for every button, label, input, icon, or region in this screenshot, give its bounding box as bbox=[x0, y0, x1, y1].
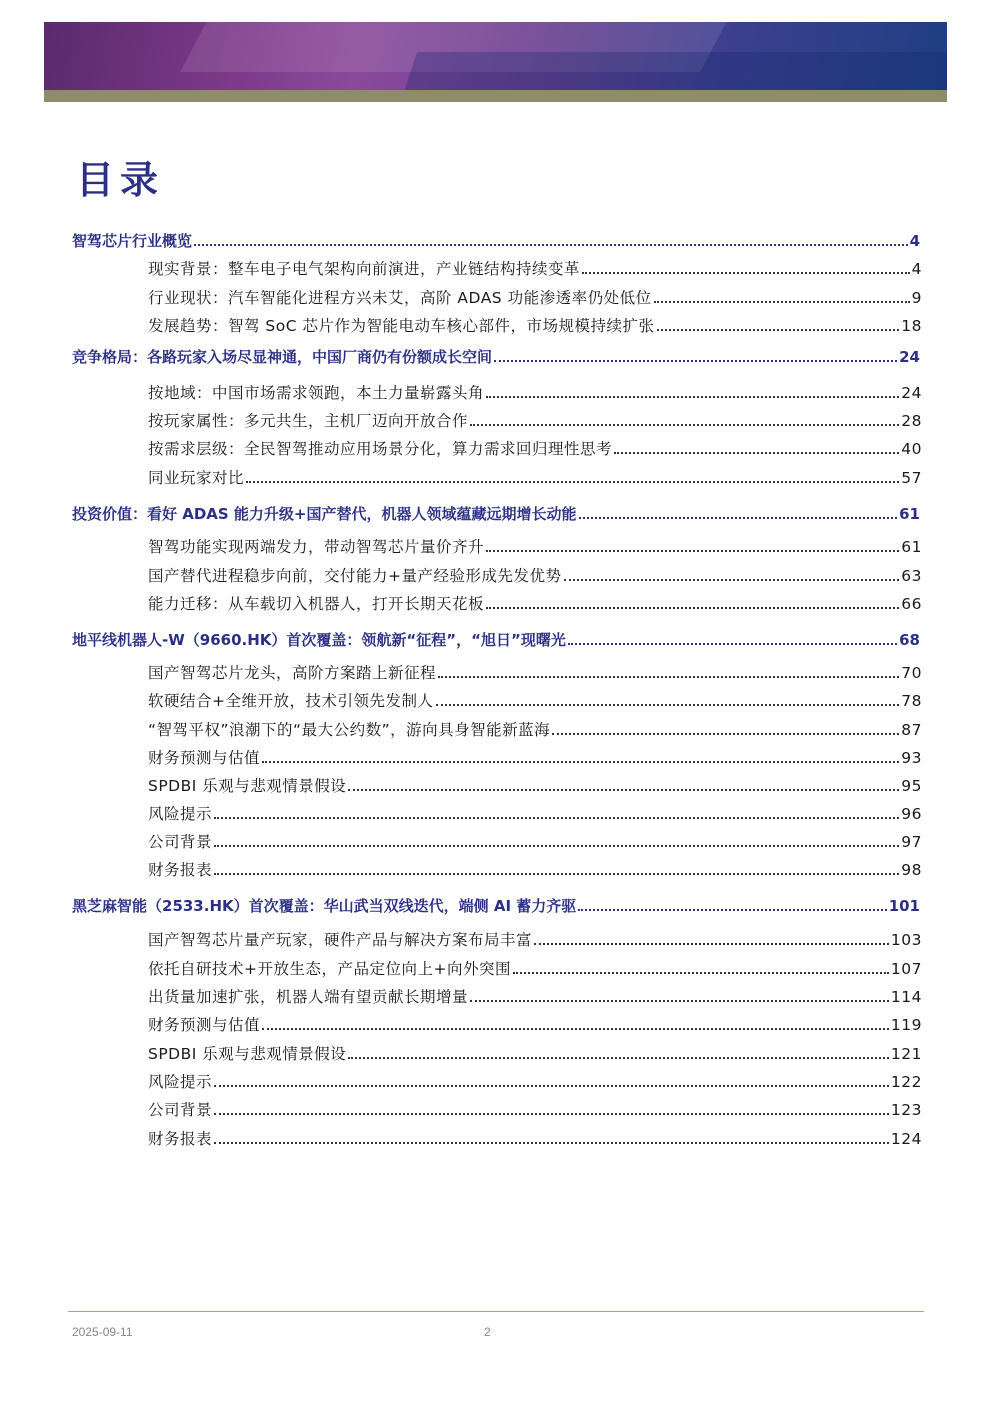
toc-entry-label: SPDBI 乐观与悲观情景假设 bbox=[148, 1045, 347, 1063]
footer-page-number: 2 bbox=[484, 1325, 491, 1339]
toc-leader-dots bbox=[436, 704, 900, 706]
toc-entry-page: 28 bbox=[901, 412, 922, 430]
toc-entry-label: 财务预测与估值 bbox=[148, 1016, 261, 1034]
toc-entry-page: 40 bbox=[901, 440, 922, 458]
toc-leader-dots bbox=[486, 550, 899, 552]
toc-entry-label: 风险提示 bbox=[148, 1073, 213, 1091]
toc-entry-page: 61 bbox=[899, 505, 920, 523]
toc-entry-label: 财务预测与估值 bbox=[148, 749, 261, 767]
toc-leader-dots bbox=[348, 1057, 889, 1059]
toc-entry-page: 87 bbox=[901, 721, 922, 739]
toc-entry-page: 68 bbox=[899, 631, 920, 649]
toc-subsection-entry[interactable] bbox=[148, 286, 922, 308]
toc-entry-page: 122 bbox=[890, 1073, 922, 1091]
toc-entry-label: 智驾芯片行业概览 bbox=[72, 232, 193, 250]
toc-subsection-entry[interactable] bbox=[148, 437, 922, 459]
toc-subsection-entry[interactable] bbox=[148, 928, 922, 950]
toc-leader-dots bbox=[582, 272, 910, 274]
toc-subsection-entry[interactable] bbox=[148, 1042, 922, 1064]
toc-entry-page: 63 bbox=[901, 567, 922, 585]
banner-shadow bbox=[391, 52, 947, 90]
toc-entry-label: 按需求层级：全民智驾推动应用场景分化，算力需求回归理性思考 bbox=[148, 440, 613, 458]
toc-entry-label: 财务报表 bbox=[148, 1130, 213, 1148]
toc-leader-dots bbox=[214, 817, 899, 819]
footer-divider bbox=[68, 1311, 924, 1312]
toc-leader-dots bbox=[534, 943, 889, 945]
toc-subsection-entry[interactable] bbox=[148, 564, 922, 586]
toc-leader-dots bbox=[214, 1113, 889, 1115]
toc-subsection-entry[interactable] bbox=[148, 774, 922, 796]
header-banner bbox=[44, 22, 947, 90]
toc-entry-page: 97 bbox=[901, 833, 922, 851]
toc-subsection-entry[interactable] bbox=[148, 314, 922, 336]
toc-entry-label: 财务报表 bbox=[148, 861, 213, 879]
header-banner-bar bbox=[44, 90, 947, 102]
toc-entry-page: 124 bbox=[890, 1130, 922, 1148]
toc-entry-label: 现实背景：整车电子电气架构向前演进，产业链结构持续变革 bbox=[148, 260, 581, 278]
toc-entry-label: 同业玩家对比 bbox=[148, 469, 245, 487]
toc-entry-label: 地平线机器人-W（9660.HK）首次覆盖：领航新“征程”，“旭日”现曙光 bbox=[72, 631, 566, 649]
toc-entry-page: 4 bbox=[911, 260, 922, 278]
toc-entry-page: 101 bbox=[888, 897, 920, 915]
toc-leader-dots bbox=[552, 733, 899, 735]
toc-subsection-entry[interactable] bbox=[148, 381, 922, 403]
toc-entry-page: 103 bbox=[890, 931, 922, 949]
toc-section-entry[interactable] bbox=[72, 229, 920, 251]
toc-subsection-entry[interactable] bbox=[148, 830, 922, 852]
toc-subsection-entry[interactable] bbox=[148, 746, 922, 768]
toc-section-entry[interactable] bbox=[72, 502, 920, 524]
toc-entry-page: 96 bbox=[901, 805, 922, 823]
toc-section-entry[interactable] bbox=[72, 345, 920, 367]
toc-subsection-entry[interactable] bbox=[148, 592, 922, 614]
toc-entry-page: 114 bbox=[890, 988, 922, 1006]
toc-leader-dots bbox=[214, 845, 899, 847]
toc-leader-dots bbox=[614, 452, 899, 454]
toc-leader-dots bbox=[262, 761, 899, 763]
toc-subsection-entry[interactable] bbox=[148, 1070, 922, 1092]
toc-leader-dots bbox=[348, 789, 899, 791]
toc-entry-label: SPDBI 乐观与悲观情景假设 bbox=[148, 777, 347, 795]
toc-entry-page: 107 bbox=[890, 960, 922, 978]
toc-leader-dots bbox=[657, 329, 900, 331]
toc-leader-dots bbox=[578, 909, 886, 911]
toc-entry-label: 竞争格局：各路玩家入场尽显神通，中国厂商仍有份额成长空间 bbox=[72, 348, 493, 366]
toc-leader-dots bbox=[486, 396, 899, 398]
toc-entry-page: 121 bbox=[890, 1045, 922, 1063]
toc-subsection-entry[interactable] bbox=[148, 257, 922, 279]
toc-entry-label: 公司背景 bbox=[148, 833, 213, 851]
toc-entry-label: 行业现状：汽车智能化进程方兴未艾，高阶 ADAS 功能渗透率仍处低位 bbox=[148, 289, 652, 307]
toc-entry-label: 能力迁移：从车载切入机器人，打开长期天花板 bbox=[148, 595, 485, 613]
toc-leader-dots bbox=[568, 643, 897, 645]
toc-subsection-entry[interactable] bbox=[148, 409, 922, 431]
toc-entry-label: 软硬结合+全维开放，技术引领先发制人 bbox=[148, 692, 434, 710]
toc-entry-label: “智驾平权”浪潮下的“最大公约数”，游向具身智能新蓝海 bbox=[148, 721, 551, 739]
toc-subsection-entry[interactable] bbox=[148, 985, 922, 1007]
toc-entry-label: 发展趋势：智驾 SoC 芯片作为智能电动车核心部件，市场规模持续扩张 bbox=[148, 317, 655, 335]
toc-entry-page: 24 bbox=[901, 384, 922, 402]
toc-subsection-entry[interactable] bbox=[148, 661, 922, 683]
toc-leader-dots bbox=[513, 972, 889, 974]
toc-entry-label: 出货量加速扩张，机器人端有望贡献长期增量 bbox=[148, 988, 469, 1006]
toc-leader-dots bbox=[564, 579, 900, 581]
toc-entry-page: 4 bbox=[909, 232, 920, 250]
toc-subsection-entry[interactable] bbox=[148, 858, 922, 880]
page-title: 目录 bbox=[76, 158, 165, 202]
toc-entry-page: 78 bbox=[901, 692, 922, 710]
footer-date: 2025-09-11 bbox=[72, 1325, 133, 1339]
toc-entry-page: 57 bbox=[901, 469, 922, 487]
toc-entry-label: 按地域：中国市场需求领跑，本土力量崭露头角 bbox=[148, 384, 485, 402]
toc-leader-dots bbox=[214, 1085, 889, 1087]
toc-subsection-entry[interactable] bbox=[148, 1127, 922, 1149]
toc-subsection-entry[interactable] bbox=[148, 689, 922, 711]
toc-entry-label: 国产替代进程稳步向前，交付能力+量产经验形成先发优势 bbox=[148, 567, 562, 585]
toc-entry-page: 61 bbox=[901, 538, 922, 556]
toc-entry-page: 98 bbox=[901, 861, 922, 879]
toc-leader-dots bbox=[262, 1028, 889, 1030]
toc-entry-page: 24 bbox=[899, 348, 920, 366]
toc-subsection-entry[interactable] bbox=[148, 535, 922, 557]
toc-leader-dots bbox=[438, 676, 899, 678]
toc-section-entry[interactable] bbox=[72, 628, 920, 650]
toc-leader-dots bbox=[654, 301, 910, 303]
toc-leader-dots bbox=[214, 873, 899, 875]
toc-leader-dots bbox=[579, 517, 898, 519]
toc-leader-dots bbox=[214, 1142, 889, 1144]
toc-leader-dots bbox=[470, 1000, 889, 1002]
toc-entry-page: 123 bbox=[890, 1101, 922, 1119]
toc-entry-label: 风险提示 bbox=[148, 805, 213, 823]
toc-entry-page: 9 bbox=[911, 289, 922, 307]
toc-subsection-entry[interactable] bbox=[148, 802, 922, 824]
toc-entry-label: 智驾功能实现两端发力，带动智驾芯片量价齐升 bbox=[148, 538, 485, 556]
toc-leader-dots bbox=[194, 244, 908, 246]
toc-entry-page: 18 bbox=[901, 317, 922, 335]
toc-entry-label: 按玩家属性：多元共生，主机厂迈向开放合作 bbox=[148, 412, 469, 430]
toc-leader-dots bbox=[486, 607, 899, 609]
toc-subsection-entry[interactable] bbox=[148, 718, 922, 740]
toc-entry-page: 119 bbox=[890, 1016, 922, 1034]
toc-leader-dots bbox=[470, 424, 899, 426]
toc-entry-label: 依托自研技术+开放生态，产品定位向上+向外突围 bbox=[148, 960, 511, 978]
toc-entry-page: 70 bbox=[901, 664, 922, 682]
toc-leader-dots bbox=[494, 360, 897, 362]
toc-entry-label: 国产智驾芯片量产玩家，硬件产品与解决方案布局丰富 bbox=[148, 931, 533, 949]
toc-leader-dots bbox=[246, 481, 899, 483]
toc-entry-label: 黑芝麻智能（2533.HK）首次覆盖：华山武当双线迭代，端侧 AI 蓄力齐驱 bbox=[72, 897, 577, 915]
toc-entry-page: 66 bbox=[901, 595, 922, 613]
toc-entry-page: 95 bbox=[901, 777, 922, 795]
toc-subsection-entry[interactable] bbox=[148, 1098, 922, 1120]
toc-entry-label: 投资价值：看好 ADAS 能力升级+国产替代，机器人领域蕴藏远期增长动能 bbox=[72, 505, 577, 523]
toc-entry-page: 93 bbox=[901, 749, 922, 767]
toc-subsection-entry[interactable] bbox=[148, 957, 922, 979]
toc-subsection-entry[interactable] bbox=[148, 1013, 922, 1035]
toc-entry-label: 国产智驾芯片龙头，高阶方案踏上新征程 bbox=[148, 664, 437, 682]
toc-section-entry[interactable] bbox=[72, 894, 920, 916]
toc-entry-label: 公司背景 bbox=[148, 1101, 213, 1119]
toc-subsection-entry[interactable] bbox=[148, 466, 922, 488]
